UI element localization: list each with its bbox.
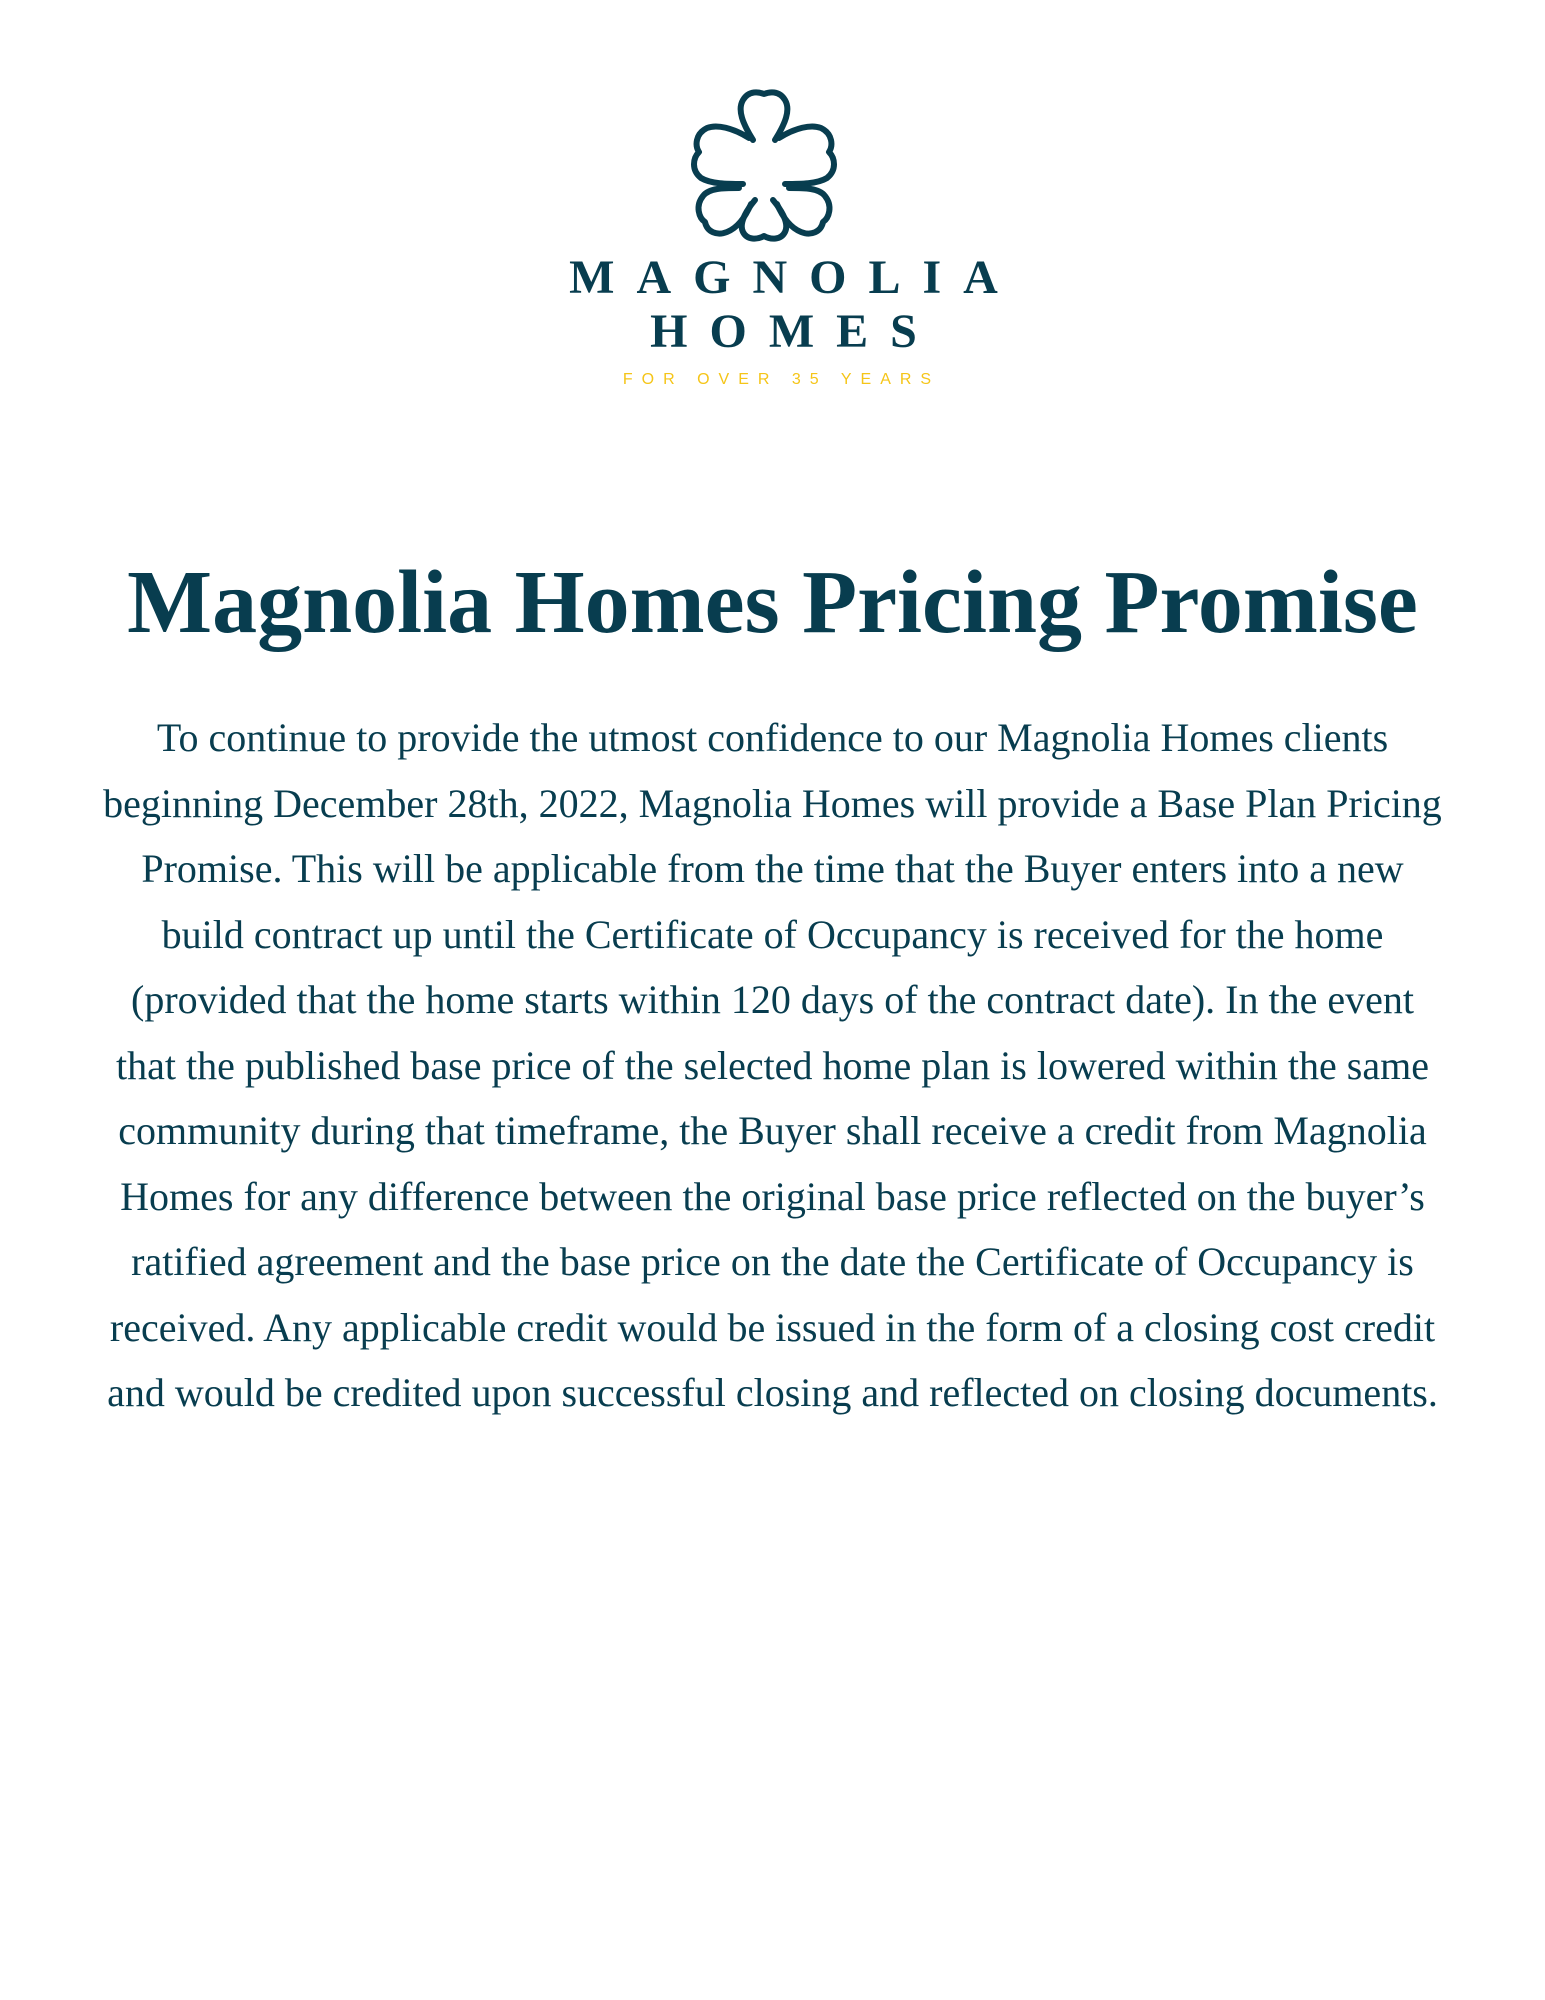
brand-name-line1: MAGNOLIA [569, 251, 1020, 304]
brand-name-line2: HOMES [650, 305, 939, 358]
brand-tagline: FOR OVER 35 YEARS [622, 371, 941, 388]
promise-body-text: To continue to provide the utmost confidence to our Magnolia Homes clients beginning December 28th, 2022, Magnolia Homes will provide a Base Plan Pricing Promise. This will be applicable from the time that the Buyer enters into a new build contract up until the Certificate of Occupancy is received for the home (provided that the home starts within 120 days of the contract date). In the event that the published base price of the selected home plan is lowered within the same community during that timeframe, the Buyer shall receive a credit from Magnolia Homes for any difference between the original base price reflected on the buyer’s ratified agreement and the base price on the date the Certificate of Occupancy is received. Any applicable credit would be issued in the form of a closing cost credit and would be credited upon successful closing and reflected on closing documents. [103, 715, 1442, 1415]
magnolia-flower-icon [681, 84, 847, 244]
page-title: Magnolia Homes Pricing Promise [127, 553, 1418, 652]
